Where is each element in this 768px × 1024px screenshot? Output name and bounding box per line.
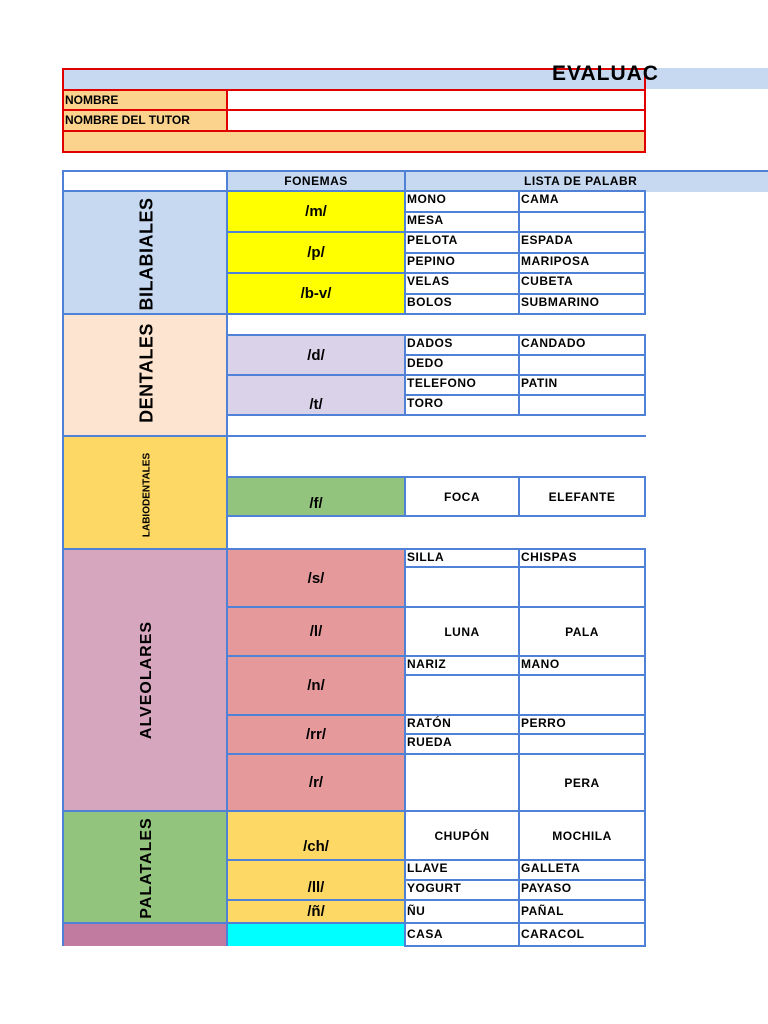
word-cell: MONO (404, 190, 520, 213)
word-cell: PEPINO (404, 252, 520, 274)
word-cell: RATÓN (404, 714, 520, 735)
word-cell: SUBMARINO (518, 293, 646, 315)
word-cell: LLAVE (404, 859, 520, 881)
category-labiodentales (62, 435, 228, 550)
fonemas-header: FONEMAS (226, 170, 406, 192)
word-cell: DEDO (404, 354, 520, 376)
word-cell-empty (518, 674, 646, 716)
phoneme-ch: /ch/ (226, 810, 406, 861)
phoneme-f: /f/ (226, 476, 406, 517)
category-bilabiales (62, 190, 228, 315)
phoneme-next (226, 922, 406, 946)
word-cell: FOCA (404, 476, 520, 517)
phoneme-enie: /ñ/ (226, 899, 406, 924)
word-cell-empty (404, 566, 520, 608)
word-cell: PALA (518, 606, 646, 657)
word-cell: CHUPÓN (404, 810, 520, 861)
tutor-label: NOMBRE DEL TUTOR (62, 109, 228, 132)
divider (226, 435, 646, 437)
word-cell: MESA (404, 211, 520, 233)
word-cell: ELEFANTE (518, 476, 646, 517)
word-cell: TELEFONO (404, 374, 520, 396)
word-cell-empty (518, 394, 646, 416)
word-cell: CANDADO (518, 334, 646, 356)
word-cell-empty (518, 211, 646, 233)
category-label-dentales: DENTALES (136, 323, 157, 423)
word-cell: YOGURT (404, 879, 520, 901)
word-cell: RUEDA (404, 733, 520, 755)
phoneme-bv: /b-v/ (226, 272, 406, 315)
page-title: EVALUAC (552, 62, 659, 85)
word-cell: LUNA (404, 606, 520, 657)
word-cell: ÑU (404, 899, 520, 924)
word-cell: BOLOS (404, 293, 520, 315)
word-cell: DADOS (404, 334, 520, 356)
category-palatales (62, 810, 228, 924)
phoneme-n: /n/ (226, 655, 406, 716)
word-cell-empty (518, 354, 646, 376)
category-label-labiodentales: LABIODENTALES (141, 452, 153, 538)
word-cell: MOCHILA (518, 810, 646, 861)
word-cell: NARIZ (404, 655, 520, 676)
palabras-header: LISTA DE PALABR (524, 174, 638, 188)
word-cell: CHISPAS (518, 548, 646, 568)
header-orange-band (62, 130, 646, 153)
word-cell: MANO (518, 655, 646, 676)
phoneme-l: /l/ (226, 606, 406, 657)
word-cell: PERA (518, 753, 646, 812)
word-cell: ESPADA (518, 231, 646, 254)
word-cell: GALLETA (518, 859, 646, 881)
phoneme-p: /p/ (226, 231, 406, 274)
category-label-bilabiales: BILABIALES (136, 197, 157, 311)
tutor-field[interactable] (226, 109, 646, 132)
word-cell: PAYASO (518, 879, 646, 901)
word-cell: PAÑAL (518, 899, 646, 924)
word-cell: PELOTA (404, 231, 520, 254)
word-cell: CUBETA (518, 272, 646, 295)
word-cell: CASA (404, 922, 520, 947)
word-cell: PERRO (518, 714, 646, 735)
category-column-header (62, 170, 228, 192)
phoneme-r: /r/ (226, 753, 406, 812)
category-label-alveolares: ALVEOLARES (138, 620, 155, 740)
nombre-label: NOMBRE (62, 89, 228, 111)
word-cell-empty (518, 733, 646, 755)
phoneme-s: /s/ (226, 548, 406, 608)
word-cell-empty (404, 753, 520, 812)
phoneme-d: /d/ (226, 334, 406, 376)
word-cell: MARIPOSA (518, 252, 646, 274)
phoneme-t: /t/ (226, 374, 406, 416)
word-cell: CARACOL (518, 922, 646, 947)
word-cell: VELAS (404, 272, 520, 295)
word-cell: PATIN (518, 374, 646, 396)
category-label-palatales: PALATALES (138, 817, 155, 919)
phoneme-rr: /rr/ (226, 714, 406, 755)
category-next (62, 922, 228, 946)
word-cell: SILLA (404, 548, 520, 568)
phoneme-ll: /ll/ (226, 859, 406, 901)
category-dentales (62, 313, 228, 437)
nombre-field[interactable] (226, 89, 646, 111)
word-cell: TORO (404, 394, 520, 416)
word-cell-empty (518, 566, 646, 608)
phoneme-m: /m/ (226, 190, 406, 233)
word-cell: CAMA (518, 190, 646, 213)
category-alveolares (62, 548, 228, 812)
word-cell-empty (404, 674, 520, 716)
